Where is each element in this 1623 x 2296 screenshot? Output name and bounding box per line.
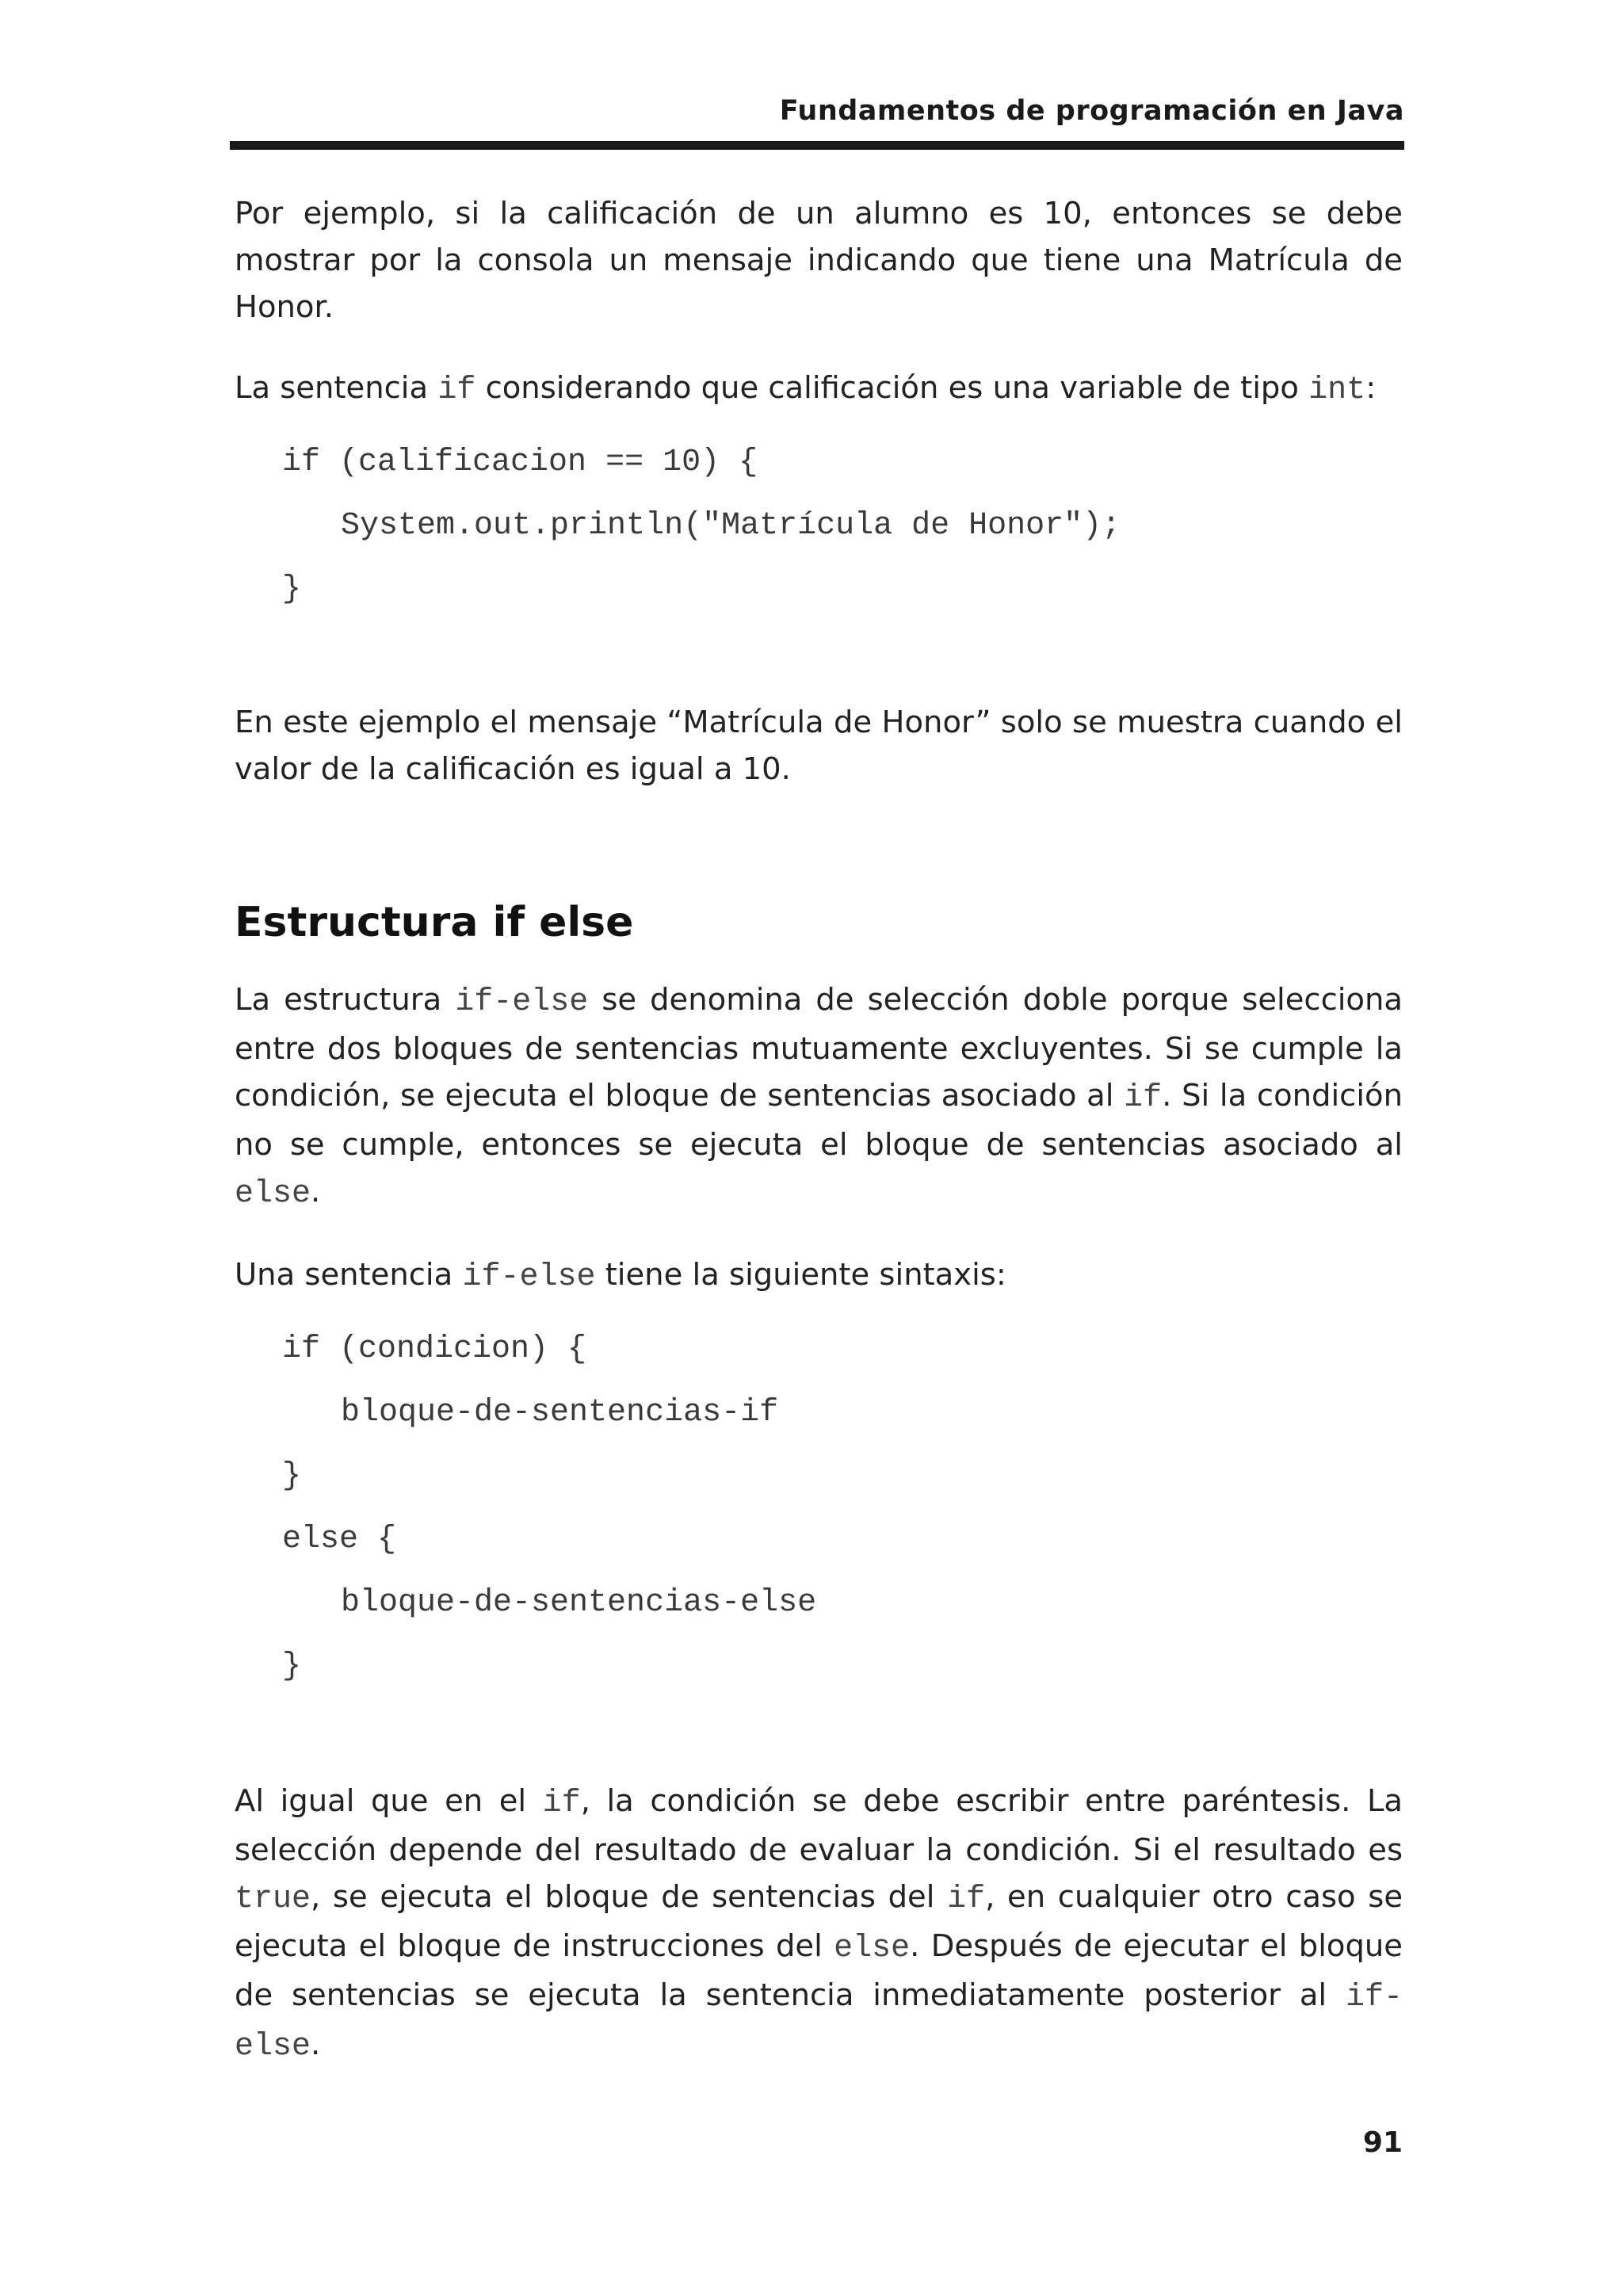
inline-code-else: else xyxy=(834,1931,911,1966)
code-example-if-else-syntax xyxy=(235,1318,1403,1698)
code-line: else { xyxy=(282,1522,397,1557)
code-line: if (calificacion == 10) { xyxy=(282,445,758,480)
text-segment: . xyxy=(311,2027,321,2062)
text-segment: La estructura xyxy=(235,982,456,1018)
running-header: Fundamentos de programación en Java xyxy=(779,95,1404,127)
text-segment: tiene la siguiente sintaxis: xyxy=(595,1257,1006,1293)
text-segment: , en cualquier otro caso se ejecuta el bloque de instrucciones del xyxy=(235,1879,1403,1964)
inline-code-if: if xyxy=(542,1786,581,1821)
code-line: } xyxy=(282,571,302,607)
section-heading: Estructura if else xyxy=(235,899,634,946)
inline-code-int: int xyxy=(1308,372,1366,408)
text-segment: , se ejecuta el bloque de sentencias del xyxy=(311,1879,948,1915)
code-example-if xyxy=(235,431,1403,621)
inline-code-else: else xyxy=(235,1176,311,1212)
page-content xyxy=(235,190,1403,2070)
code-line: } xyxy=(282,1458,302,1494)
code-line: bloque-de-sentencias-if xyxy=(341,1395,779,1431)
inline-code-true: true xyxy=(235,1881,311,1917)
paragraph-if-else-description xyxy=(235,976,1403,1217)
code-line: System.out.println("Matrícula de Honor"); xyxy=(341,508,1121,544)
text-segment: Una sentencia xyxy=(235,1257,463,1293)
paragraph-example-explanation: En este ejemplo el mensaje “Matrícula de Honor” solo se muestra cuando el valor de la calificación es igual a 10. xyxy=(235,705,1403,787)
header-rule xyxy=(230,141,1404,150)
code-line: } xyxy=(282,1648,302,1684)
paragraph-intro-example: Por ejemplo, si la calificación de un alumno es 10, entonces se debe mostrar por la consola un mensaje indicando que tiene una Matrícula de Honor. xyxy=(235,196,1403,325)
text-segment: . Después de ejecutar el bloque de sentencias se ejecuta la sentencia inmediatamente posterior al xyxy=(235,1928,1403,2013)
paragraph-syntax-intro xyxy=(235,1251,1403,1301)
text-segment: . xyxy=(311,1174,321,1209)
text-segment: . Si la condición no se cumple, entonces se ejecuta el bloque de sentencias asociado al xyxy=(235,1078,1403,1163)
inline-code-if: if xyxy=(437,372,476,408)
text-segment: : xyxy=(1365,370,1377,406)
text-segment: La sentencia xyxy=(235,370,438,406)
inline-code-if: if xyxy=(1124,1080,1163,1116)
page-number: 91 xyxy=(1362,2126,1403,2159)
paragraph-if-else-explanation xyxy=(235,1778,1403,2070)
code-line: bloque-de-sentencias-else xyxy=(341,1585,817,1621)
inline-code-if-else: if-else xyxy=(462,1259,596,1295)
paragraph-if-statement-intro xyxy=(235,365,1403,414)
inline-code-if-else: if-else xyxy=(235,1980,1403,2065)
text-segment: , la condición se debe escribir entre paréntesis. La selección depende del resultado de evaluar la condición. Si el resultado es xyxy=(235,1783,1403,1868)
code-line: if (condicion) { xyxy=(282,1331,587,1367)
text-segment: se denomina de selección doble porque selecciona entre dos bloques de sentencias mutuamente excluyentes. Si se cumple la condición, se ejecuta el bloque de sentencias asociado al xyxy=(235,982,1403,1114)
text-segment: Al igual que en el xyxy=(235,1783,543,1819)
text-segment: considerando que calificación es una variable de tipo xyxy=(475,370,1309,406)
inline-code-if-else: if-else xyxy=(455,984,589,1020)
inline-code-if: if xyxy=(947,1881,986,1917)
